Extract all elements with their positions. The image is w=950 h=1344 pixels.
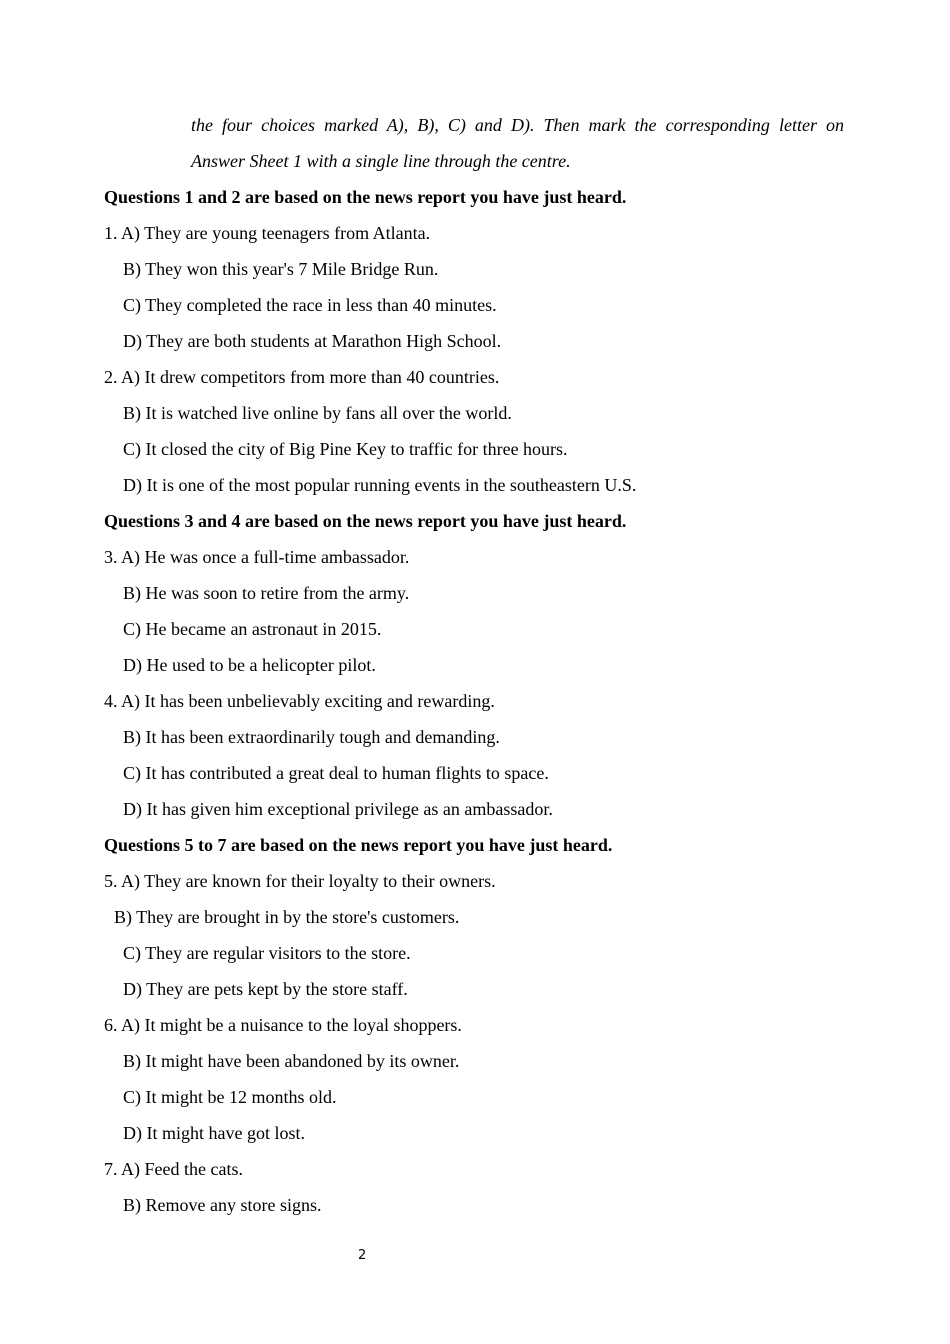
question-2-option-b: B) It is watched live online by fans all over the world.: [123, 403, 512, 423]
option-text: A) It has been unbelievably exciting and rewarding.: [121, 691, 495, 711]
question-number: 7.: [104, 1159, 118, 1179]
question-7-option-a: [104, 1157, 243, 1181]
question-2-option-a: [104, 365, 499, 389]
question-1-option-b: B) They won this year's 7 Mile Bridge Run.: [123, 259, 439, 279]
option-text: A) They are young teenagers from Atlanta.: [121, 223, 431, 243]
question-4-option-b: B) It has been extraordinarily tough and demanding.: [123, 727, 500, 747]
question-number: 1.: [104, 223, 118, 243]
page-number: 2: [358, 1248, 367, 1263]
question-1-option-c: C) They completed the race in less than 40 minutes.: [123, 295, 497, 315]
question-6-option-c: C) It might be 12 months old.: [123, 1087, 337, 1107]
instructions-line-2: Answer Sheet 1 with a single line through the centre.: [191, 151, 571, 171]
section-heading-q5-q7: Questions 5 to 7 are based on the news report you have just heard.: [104, 835, 613, 855]
question-4-option-c: C) It has contributed a great deal to human flights to space.: [123, 763, 549, 783]
section-heading-q3-q4: Questions 3 and 4 are based on the news report you have just heard.: [104, 511, 627, 531]
question-3-option-c: C) He became an astronaut in 2015.: [123, 619, 382, 639]
question-5-option-d: D) They are pets kept by the store staff.: [123, 979, 408, 999]
question-5-option-c: C) They are regular visitors to the store.: [123, 943, 411, 963]
option-text: A) It drew competitors from more than 40 countries.: [121, 367, 500, 387]
question-3-option-a: [104, 545, 409, 569]
question-1-option-a: [104, 221, 430, 245]
question-1-option-d: D) They are both students at Marathon High School.: [123, 331, 502, 351]
option-text: A) They are known for their loyalty to their owners.: [121, 871, 496, 891]
question-number: 6.: [104, 1015, 118, 1035]
question-number: 4.: [104, 691, 118, 711]
section-heading-q1-q2: Questions 1 and 2 are based on the news report you have just heard.: [104, 187, 627, 207]
question-6-option-d: D) It might have got lost.: [123, 1123, 305, 1143]
instructions-line-1: the four choices marked A), B), C) and D). Then mark the corresponding letter on: [191, 115, 844, 135]
question-3-option-b: B) He was soon to retire from the army.: [123, 583, 410, 603]
question-5-option-a: [104, 869, 496, 893]
option-text: A) He was once a full-time ambassador.: [121, 547, 410, 567]
question-number: 2.: [104, 367, 118, 387]
question-4-option-a: [104, 689, 495, 713]
question-number: 5.: [104, 871, 118, 891]
question-6-option-a: [104, 1013, 462, 1037]
question-number: 3.: [104, 547, 118, 567]
question-4-option-d: D) It has given him exceptional privilege as an ambassador.: [123, 799, 553, 819]
option-text: A) It might be a nuisance to the loyal shoppers.: [121, 1015, 462, 1035]
question-3-option-d: D) He used to be a helicopter pilot.: [123, 655, 376, 675]
question-7-option-b: B) Remove any store signs.: [123, 1195, 322, 1215]
question-2-option-d: D) It is one of the most popular running events in the southeastern U.S.: [123, 475, 637, 495]
question-5-option-b: B) They are brought in by the store's customers.: [114, 907, 460, 927]
question-6-option-b: B) It might have been abandoned by its owner.: [123, 1051, 460, 1071]
option-text: A) Feed the cats.: [121, 1159, 243, 1179]
question-2-option-c: C) It closed the city of Big Pine Key to traffic for three hours.: [123, 439, 568, 459]
